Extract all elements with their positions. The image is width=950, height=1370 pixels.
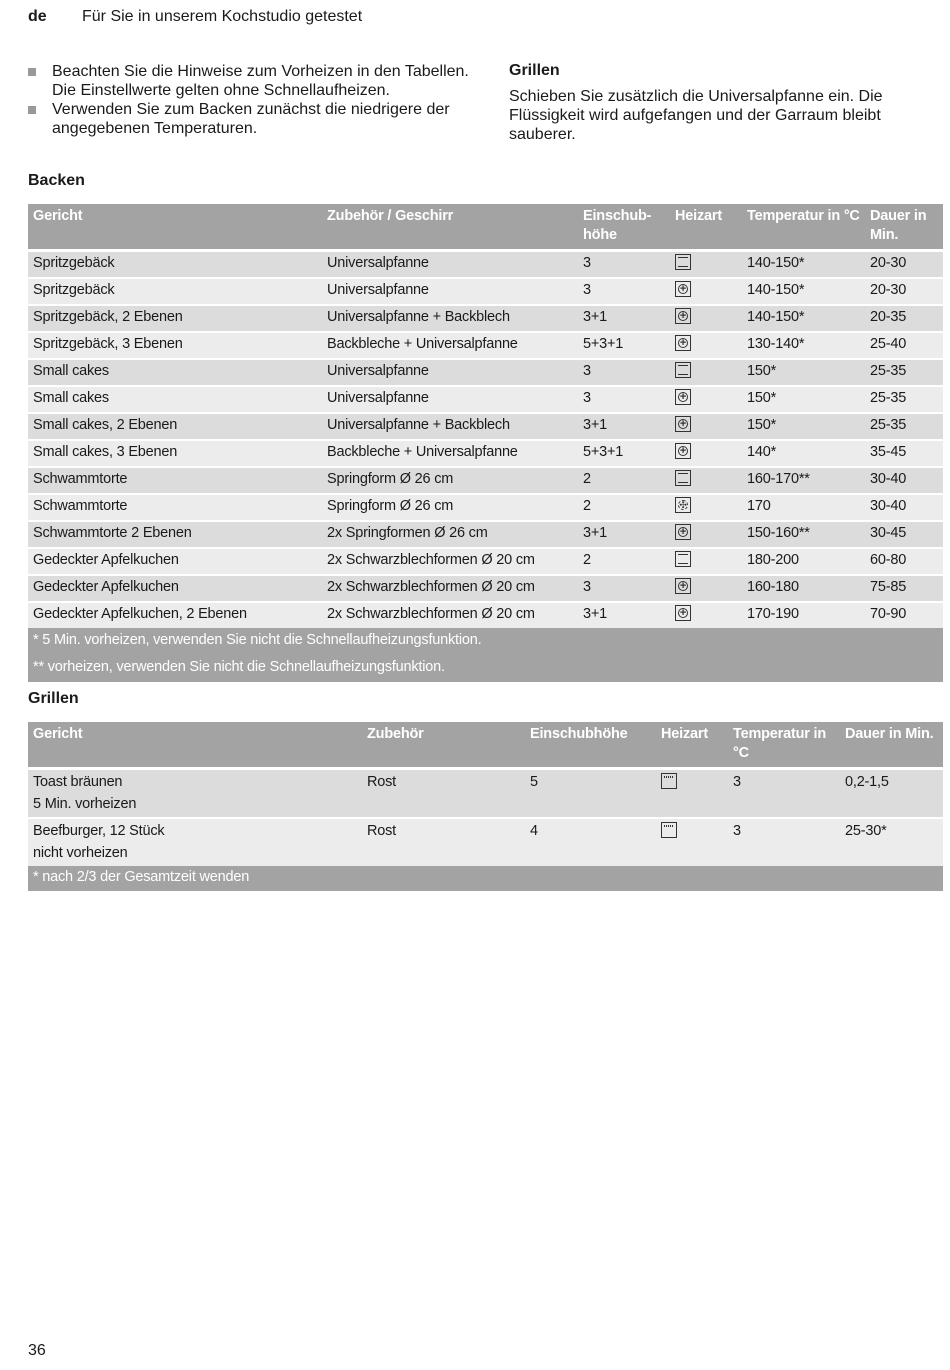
heating-mode-cell bbox=[670, 601, 742, 628]
shelf-level-cell: 3+1 bbox=[578, 304, 670, 331]
grill-level-cell: 3 bbox=[728, 817, 840, 866]
table-row bbox=[28, 520, 943, 547]
temperature-cell: 150* bbox=[742, 385, 865, 412]
table-row bbox=[28, 547, 943, 574]
temperature-cell: 160-170** bbox=[742, 466, 865, 493]
baking-table bbox=[28, 204, 943, 682]
heating-mode-cell bbox=[670, 412, 742, 439]
shelf-level-cell: 3 bbox=[578, 574, 670, 601]
table-row bbox=[28, 331, 943, 358]
section-title-grillen: Grillen bbox=[28, 690, 79, 707]
convection-heat-icon bbox=[675, 605, 691, 621]
heating-mode-cell bbox=[670, 547, 742, 574]
column-header: Zubehör / Geschirr bbox=[322, 204, 578, 250]
temperature-cell: 180-200 bbox=[742, 547, 865, 574]
temperature-cell: 150-160** bbox=[742, 520, 865, 547]
grill-level-cell: 3 bbox=[728, 768, 840, 817]
temperature-cell: 140-150* bbox=[742, 304, 865, 331]
convection-heat-icon bbox=[675, 281, 691, 297]
convection-heat-icon bbox=[675, 578, 691, 594]
heating-mode-cell bbox=[670, 439, 742, 466]
grill-hint-heading: Grillen bbox=[509, 62, 560, 79]
convection-heat-icon bbox=[675, 443, 691, 459]
duration-cell: 60-80 bbox=[865, 547, 943, 574]
column-header: Dauer in Min. bbox=[840, 722, 943, 768]
dish-cell: Small cakes bbox=[28, 385, 322, 412]
heating-mode-cell bbox=[656, 817, 728, 866]
shelf-level-cell: 3 bbox=[578, 277, 670, 304]
duration-cell: 25-40 bbox=[865, 331, 943, 358]
column-header: Heizart bbox=[656, 722, 728, 768]
dish-cell: Spritzgebäck, 2 Ebenen bbox=[28, 304, 322, 331]
duration-cell: 30-45 bbox=[865, 520, 943, 547]
accessory-cell: Backbleche + Universalpfanne bbox=[322, 439, 578, 466]
temperature-cell: 170-190 bbox=[742, 601, 865, 628]
duration-cell: 30-40 bbox=[865, 466, 943, 493]
accessory-cell: Rost bbox=[362, 768, 525, 817]
temperature-cell: 150* bbox=[742, 358, 865, 385]
accessory-cell: Rost bbox=[362, 817, 525, 866]
table-row bbox=[28, 412, 943, 439]
shelf-level-cell: 3+1 bbox=[578, 601, 670, 628]
dish-cell: Gedeckter Apfelkuchen bbox=[28, 574, 322, 601]
page-header bbox=[28, 8, 362, 26]
duration-cell: 75-85 bbox=[865, 574, 943, 601]
dish-cell: Gedeckter Apfelkuchen, 2 Ebenen bbox=[28, 601, 322, 628]
square-bullet-icon bbox=[28, 106, 36, 114]
shelf-level-cell: 3 bbox=[578, 385, 670, 412]
table-footnote-row bbox=[28, 628, 943, 655]
convection-heat-icon bbox=[675, 335, 691, 351]
section-title-backen: Backen bbox=[28, 172, 85, 189]
heating-mode-cell bbox=[670, 520, 742, 547]
column-header: Einschub-höhe bbox=[578, 204, 670, 250]
duration-cell: 20-30 bbox=[865, 250, 943, 277]
table-row bbox=[28, 574, 943, 601]
column-header: Heizart bbox=[670, 204, 742, 250]
grill-hint-text: Schieben Sie zusätzlich die Universalpfanne ein. Die Flüssigkeit wird aufgefangen und der Garraum bleibt sauberer. bbox=[509, 88, 883, 143]
page-number: 36 bbox=[28, 1342, 46, 1359]
dish-cell: Small cakes, 3 Ebenen bbox=[28, 439, 322, 466]
grill-heat-icon bbox=[661, 773, 677, 789]
heating-mode-cell bbox=[656, 768, 728, 817]
accessory-cell: Universalpfanne bbox=[322, 358, 578, 385]
shelf-level-cell: 5 bbox=[525, 768, 656, 817]
footnote: * 5 Min. vorheizen, verwenden Sie nicht die Schnellaufheizungsfunktion. bbox=[28, 628, 943, 655]
table-header-row bbox=[28, 722, 943, 768]
convection-heat-icon bbox=[675, 416, 691, 432]
dish-cell: Spritzgebäck bbox=[28, 250, 322, 277]
heating-mode-cell bbox=[670, 358, 742, 385]
accessory-cell: 2x Schwarzblechformen Ø 20 cm bbox=[322, 547, 578, 574]
grill-hint bbox=[509, 61, 929, 144]
table-row bbox=[28, 601, 943, 628]
heating-mode-cell bbox=[670, 250, 742, 277]
duration-cell: 25-30* bbox=[840, 817, 943, 866]
dish-cell bbox=[28, 768, 362, 817]
hint-item: Verwenden Sie zum Backen zunächst die niedrigere der angegebenen Temperaturen. bbox=[28, 100, 478, 138]
duration-cell: 70-90 bbox=[865, 601, 943, 628]
duration-cell: 25-35 bbox=[865, 358, 943, 385]
table-row bbox=[28, 439, 943, 466]
dish-cell: Schwammtorte 2 Ebenen bbox=[28, 520, 322, 547]
heating-mode-cell bbox=[670, 493, 742, 520]
shelf-level-cell: 5+3+1 bbox=[578, 331, 670, 358]
shelf-level-cell: 4 bbox=[525, 817, 656, 866]
shelf-level-cell: 3+1 bbox=[578, 520, 670, 547]
grill-heat-icon bbox=[661, 822, 677, 838]
dish-name: Beefburger, 12 Stück bbox=[33, 823, 165, 839]
column-header: Temperatur in °C bbox=[728, 722, 840, 768]
fan-heat-icon bbox=[675, 497, 691, 513]
table-row bbox=[28, 304, 943, 331]
heating-mode-cell bbox=[670, 277, 742, 304]
grilling-table bbox=[28, 722, 943, 891]
accessory-cell: 2x Schwarzblechformen Ø 20 cm bbox=[322, 574, 578, 601]
duration-cell: 35-45 bbox=[865, 439, 943, 466]
top-bottom-heat-icon bbox=[675, 470, 691, 486]
column-header: Dauer in Min. bbox=[865, 204, 943, 250]
duration-cell: 30-40 bbox=[865, 493, 943, 520]
dish-cell bbox=[28, 817, 362, 866]
shelf-level-cell: 3+1 bbox=[578, 412, 670, 439]
hint-item: Beachten Sie die Hinweise zum Vorheizen in den Tabellen. Die Einstellwerte gelten ohne Schnellaufheizen. bbox=[28, 62, 478, 100]
shelf-level-cell: 2 bbox=[578, 493, 670, 520]
heating-mode-cell bbox=[670, 385, 742, 412]
footnote: * nach 2/3 der Gesamtzeit wenden bbox=[28, 866, 943, 891]
convection-heat-icon bbox=[675, 389, 691, 405]
table-row bbox=[28, 385, 943, 412]
duration-cell: 25-35 bbox=[865, 385, 943, 412]
table-row bbox=[28, 358, 943, 385]
table-footnote-row bbox=[28, 866, 943, 891]
dish-cell: Gedeckter Apfelkuchen bbox=[28, 547, 322, 574]
accessory-cell: Springform Ø 26 cm bbox=[322, 466, 578, 493]
table-row bbox=[28, 277, 943, 304]
footnote: ** vorheizen, verwenden Sie nicht die Schnellaufheizungsfunktion. bbox=[28, 655, 943, 682]
convection-heat-icon bbox=[675, 524, 691, 540]
shelf-level-cell: 3 bbox=[578, 250, 670, 277]
shelf-level-cell: 2 bbox=[578, 466, 670, 493]
duration-cell: 0,2-1,5 bbox=[840, 768, 943, 817]
table-row bbox=[28, 768, 943, 817]
dish-cell: Small cakes bbox=[28, 358, 322, 385]
top-bottom-heat-icon bbox=[675, 362, 691, 378]
temperature-cell: 130-140* bbox=[742, 331, 865, 358]
accessory-cell: Universalpfanne + Backblech bbox=[322, 304, 578, 331]
accessory-cell: Universalpfanne + Backblech bbox=[322, 412, 578, 439]
dish-cell: Spritzgebäck bbox=[28, 277, 322, 304]
temperature-cell: 140-150* bbox=[742, 250, 865, 277]
accessory-cell: Universalpfanne bbox=[322, 385, 578, 412]
table-footnote-row bbox=[28, 655, 943, 682]
temperature-cell: 140-150* bbox=[742, 277, 865, 304]
dish-name: Toast bräunen bbox=[33, 774, 123, 790]
accessory-cell: Universalpfanne bbox=[322, 277, 578, 304]
accessory-cell: 2x Springformen Ø 26 cm bbox=[322, 520, 578, 547]
table-row bbox=[28, 250, 943, 277]
column-header: Temperatur in °C bbox=[742, 204, 865, 250]
heating-mode-cell bbox=[670, 331, 742, 358]
temperature-cell: 160-180 bbox=[742, 574, 865, 601]
table-row bbox=[28, 493, 943, 520]
shelf-level-cell: 5+3+1 bbox=[578, 439, 670, 466]
duration-cell: 20-30 bbox=[865, 277, 943, 304]
table-row bbox=[28, 466, 943, 493]
top-bottom-heat-icon bbox=[675, 254, 691, 270]
convection-heat-icon bbox=[675, 308, 691, 324]
dish-cell: Spritzgebäck, 3 Ebenen bbox=[28, 331, 322, 358]
top-bottom-heat-icon bbox=[675, 551, 691, 567]
temperature-cell: 150* bbox=[742, 412, 865, 439]
shelf-level-cell: 2 bbox=[578, 547, 670, 574]
accessory-cell: Springform Ø 26 cm bbox=[322, 493, 578, 520]
dish-preheat-note: 5 Min. vorheizen bbox=[33, 796, 137, 812]
temperature-cell: 170 bbox=[742, 493, 865, 520]
shelf-level-cell: 3 bbox=[578, 358, 670, 385]
temperature-cell: 140* bbox=[742, 439, 865, 466]
accessory-cell: 2x Schwarzblechformen Ø 20 cm bbox=[322, 601, 578, 628]
duration-cell: 20-35 bbox=[865, 304, 943, 331]
heating-mode-cell bbox=[670, 574, 742, 601]
dish-cell: Schwammtorte bbox=[28, 466, 322, 493]
chapter-title: Für Sie in unserem Kochstudio getestet bbox=[82, 8, 363, 25]
accessory-cell: Universalpfanne bbox=[322, 250, 578, 277]
table-row bbox=[28, 817, 943, 866]
square-bullet-icon bbox=[28, 68, 36, 76]
dish-preheat-note: nicht vorheizen bbox=[33, 845, 128, 861]
column-header: Zubehör bbox=[362, 722, 525, 768]
table-header-row bbox=[28, 204, 943, 250]
accessory-cell: Backbleche + Universalpfanne bbox=[322, 331, 578, 358]
language-code: de bbox=[28, 8, 47, 25]
dish-cell: Schwammtorte bbox=[28, 493, 322, 520]
column-header: Einschubhöhe bbox=[525, 722, 656, 768]
column-header: Gericht bbox=[28, 722, 362, 768]
duration-cell: 25-35 bbox=[865, 412, 943, 439]
preheat-hints bbox=[28, 62, 478, 138]
dish-cell: Small cakes, 2 Ebenen bbox=[28, 412, 322, 439]
heating-mode-cell bbox=[670, 466, 742, 493]
column-header: Gericht bbox=[28, 204, 322, 250]
heating-mode-cell bbox=[670, 304, 742, 331]
